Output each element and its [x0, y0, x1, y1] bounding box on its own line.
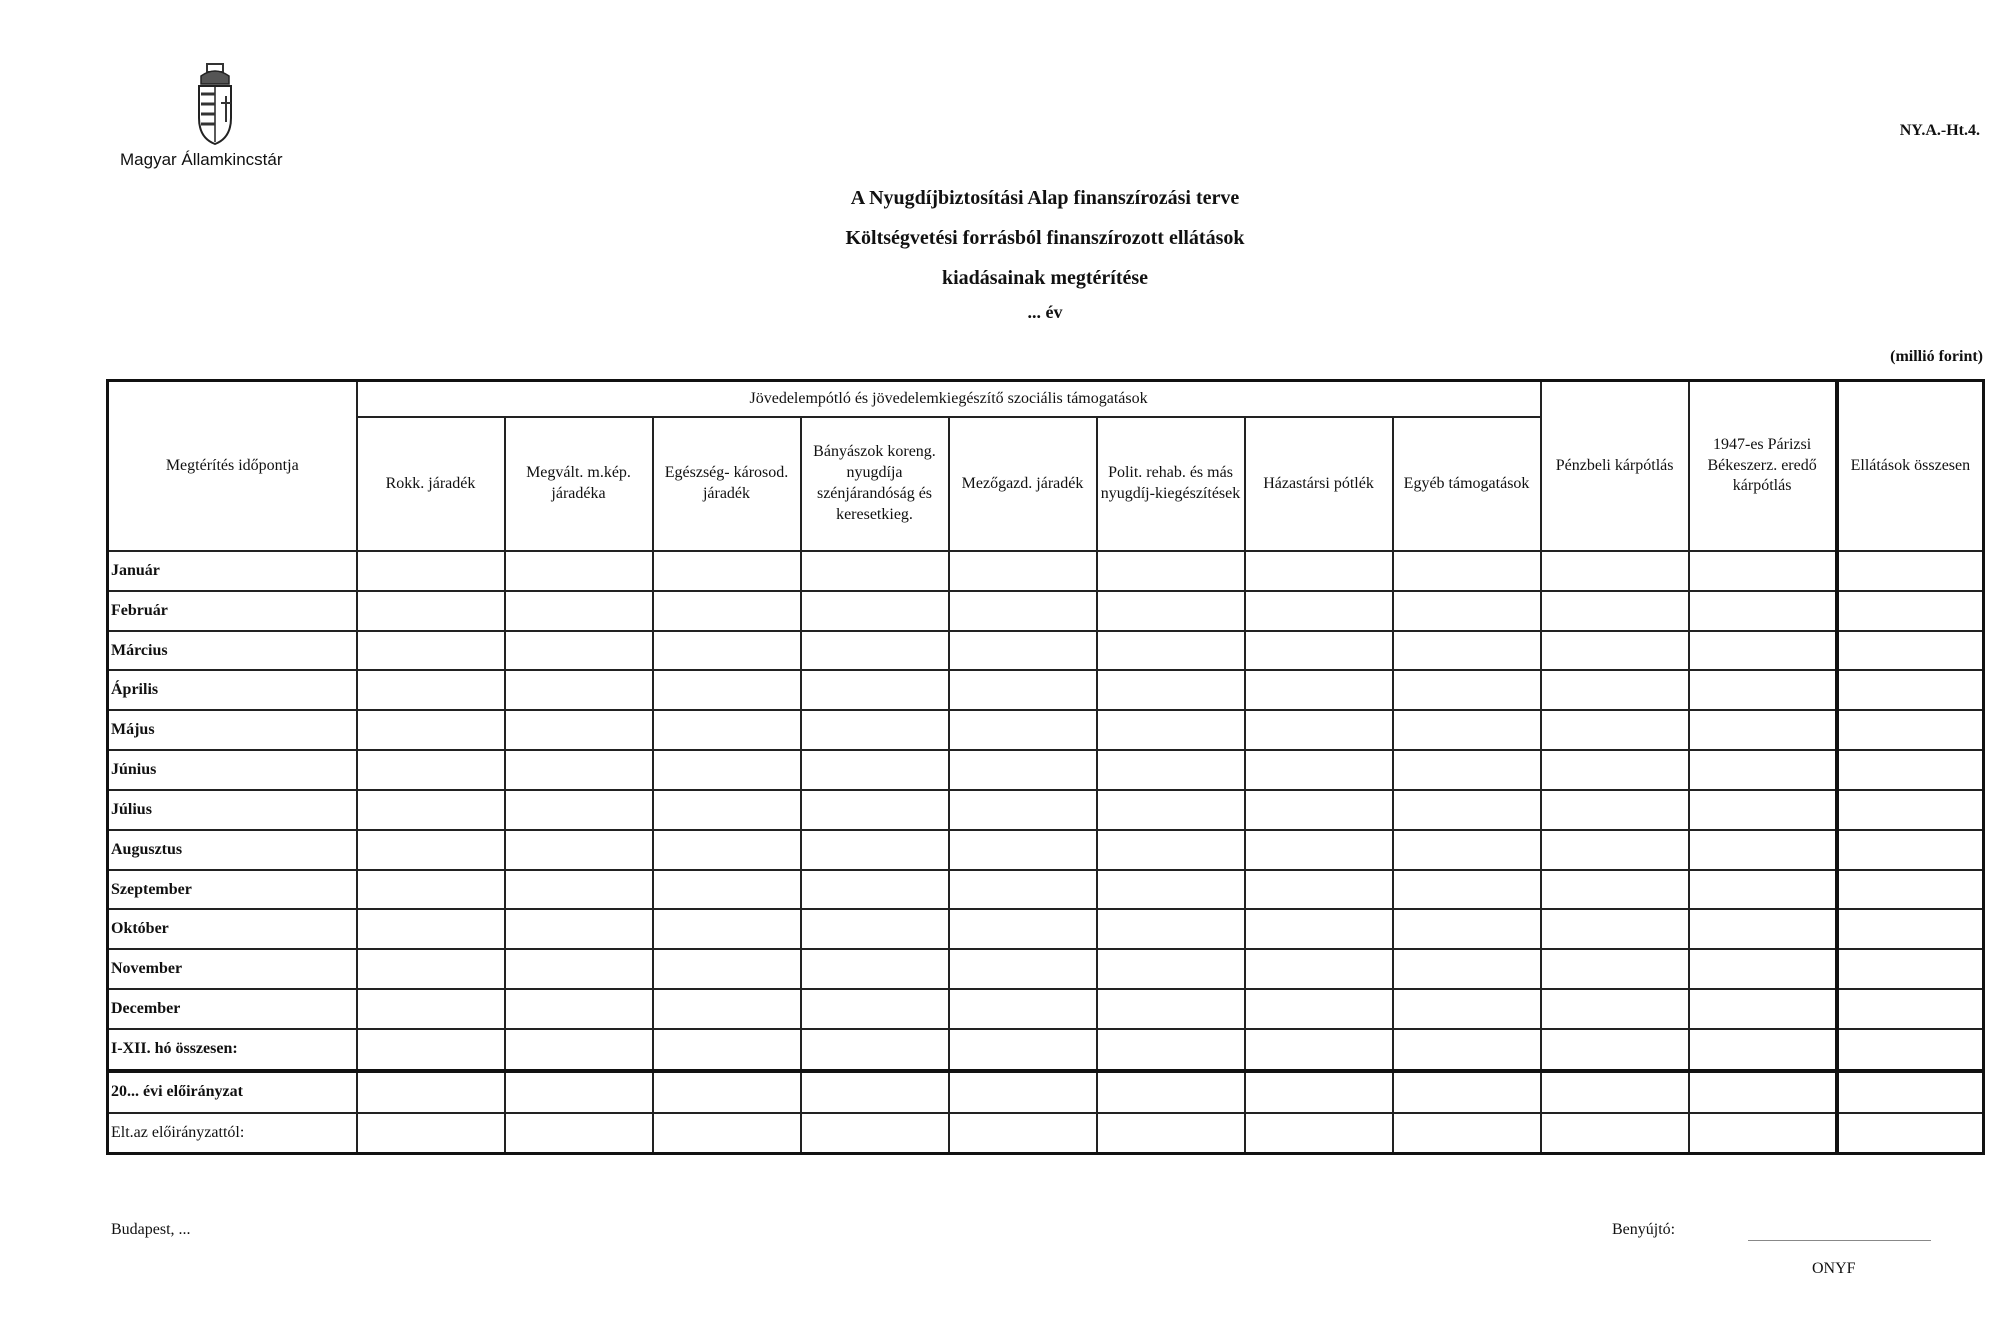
row-label: Október: [108, 909, 357, 949]
value-cell[interactable]: [357, 1029, 505, 1071]
value-cell[interactable]: [1689, 949, 1837, 989]
value-cell[interactable]: [1837, 631, 1984, 671]
value-cell[interactable]: [653, 670, 801, 710]
value-cell[interactable]: [505, 1113, 653, 1154]
value-cell[interactable]: [1245, 830, 1393, 870]
value-cell[interactable]: [1393, 1071, 1541, 1113]
value-cell[interactable]: [357, 830, 505, 870]
column-header-banyasz: Bányászok koreng. nyugdíja szénjárandóság és keresetkieg.: [801, 417, 949, 551]
title-line-1: A Nyugdíjbiztosítási Alap finanszírozási terve: [850, 187, 1240, 209]
value-cell[interactable]: [1097, 989, 1245, 1029]
value-cell[interactable]: [357, 710, 505, 750]
value-cell[interactable]: [653, 909, 801, 949]
value-cell[interactable]: [1245, 1029, 1393, 1071]
column-header-polit: Polit. rehab. és más nyugdíj-kiegészítések: [1097, 417, 1245, 551]
row-label: Elt.az előirányzattól:: [108, 1113, 357, 1154]
value-cell[interactable]: [1245, 1113, 1393, 1154]
value-cell[interactable]: [653, 949, 801, 989]
value-cell[interactable]: [1097, 1071, 1245, 1113]
row-label: Március: [108, 631, 357, 671]
value-cell[interactable]: [505, 790, 653, 830]
value-cell[interactable]: [949, 710, 1097, 750]
value-cell[interactable]: [1245, 551, 1393, 591]
submitter-label: Benyújtó:: [1612, 1221, 1676, 1238]
value-cell[interactable]: [1393, 1029, 1541, 1071]
value-cell[interactable]: [357, 631, 505, 671]
value-cell[interactable]: [1097, 750, 1245, 790]
value-cell[interactable]: [1837, 670, 1984, 710]
value-cell[interactable]: [1097, 1113, 1245, 1154]
table-row: [108, 750, 1984, 790]
value-cell[interactable]: [801, 631, 949, 671]
value-cell[interactable]: [357, 1071, 505, 1113]
value-cell[interactable]: [801, 591, 949, 631]
value-cell[interactable]: [801, 670, 949, 710]
table-row: [108, 790, 1984, 830]
value-cell[interactable]: [801, 790, 949, 830]
value-cell[interactable]: [801, 949, 949, 989]
value-cell[interactable]: [1097, 710, 1245, 750]
value-cell[interactable]: [1393, 670, 1541, 710]
value-cell[interactable]: [801, 750, 949, 790]
row-label: 20... évi előirányzat: [108, 1071, 357, 1113]
table-row: [108, 631, 1984, 671]
value-cell[interactable]: [1837, 1113, 1984, 1154]
value-cell[interactable]: [653, 750, 801, 790]
value-cell[interactable]: [357, 670, 505, 710]
value-cell[interactable]: [505, 909, 653, 949]
value-cell[interactable]: [949, 1071, 1097, 1113]
financing-table: [106, 379, 1985, 1155]
value-cell[interactable]: [1541, 670, 1689, 710]
value-cell[interactable]: [1837, 830, 1984, 870]
value-cell[interactable]: [1097, 631, 1245, 671]
value-cell[interactable]: [1245, 750, 1393, 790]
value-cell[interactable]: [1541, 989, 1689, 1029]
value-cell[interactable]: [1097, 870, 1245, 910]
value-cell[interactable]: [1689, 830, 1837, 870]
value-cell[interactable]: [1837, 790, 1984, 830]
value-cell[interactable]: [1097, 909, 1245, 949]
value-cell[interactable]: [1393, 591, 1541, 631]
value-cell[interactable]: [357, 909, 505, 949]
table-row: [108, 710, 1984, 750]
value-cell[interactable]: [1393, 631, 1541, 671]
value-cell[interactable]: [1837, 710, 1984, 750]
value-cell[interactable]: [357, 551, 505, 591]
column-header-megvalt: Megvált. m.kép. járadéka: [505, 417, 653, 551]
value-cell[interactable]: [1097, 1029, 1245, 1071]
value-cell[interactable]: [1837, 870, 1984, 910]
title-line-2: Költségvetési forrásból finanszírozott ellátások: [845, 227, 1245, 249]
value-cell[interactable]: [1837, 750, 1984, 790]
value-cell[interactable]: [1837, 591, 1984, 631]
value-cell[interactable]: [357, 870, 505, 910]
value-cell[interactable]: [505, 830, 653, 870]
value-cell[interactable]: [1689, 1029, 1837, 1071]
value-cell[interactable]: [1393, 989, 1541, 1029]
value-cell[interactable]: [1689, 790, 1837, 830]
value-cell[interactable]: [653, 631, 801, 671]
value-cell[interactable]: [949, 989, 1097, 1029]
row-label: I-XII. hó összesen:: [108, 1029, 357, 1071]
value-cell[interactable]: [1541, 750, 1689, 790]
value-cell[interactable]: [1541, 591, 1689, 631]
place-date: Budapest, ...: [111, 1221, 191, 1238]
value-cell[interactable]: [949, 1113, 1097, 1154]
value-cell[interactable]: [801, 830, 949, 870]
value-cell[interactable]: [653, 1029, 801, 1071]
signature-line: [1748, 1240, 1931, 1241]
value-cell[interactable]: [1097, 830, 1245, 870]
row-label: Szeptember: [108, 870, 357, 910]
value-cell[interactable]: [801, 710, 949, 750]
value-cell[interactable]: [801, 1029, 949, 1071]
value-cell[interactable]: [1689, 1071, 1837, 1113]
value-cell[interactable]: [1393, 790, 1541, 830]
value-cell[interactable]: [1837, 551, 1984, 591]
value-cell[interactable]: [505, 591, 653, 631]
row-header-label: Megtérítés időpontja: [108, 381, 357, 552]
value-cell[interactable]: [653, 1071, 801, 1113]
value-cell[interactable]: [505, 631, 653, 671]
value-cell[interactable]: [1541, 790, 1689, 830]
value-cell[interactable]: [1393, 551, 1541, 591]
value-cell[interactable]: [357, 949, 505, 989]
value-cell[interactable]: [801, 989, 949, 1029]
value-cell[interactable]: [1097, 670, 1245, 710]
table-row: [108, 830, 1984, 870]
value-cell[interactable]: [801, 551, 949, 591]
table-body: [108, 551, 1984, 1154]
row-label: Április: [108, 670, 357, 710]
value-cell[interactable]: [1245, 670, 1393, 710]
value-cell[interactable]: [505, 949, 653, 989]
value-cell[interactable]: [949, 551, 1097, 591]
value-cell[interactable]: [505, 989, 653, 1029]
value-cell[interactable]: [653, 591, 801, 631]
value-cell[interactable]: [505, 710, 653, 750]
value-cell[interactable]: [949, 670, 1097, 710]
value-cell[interactable]: [1689, 710, 1837, 750]
table-row: [108, 989, 1984, 1029]
value-cell[interactable]: [949, 870, 1097, 910]
column-header-hazastarsi: Házastársi pótlék: [1245, 417, 1393, 551]
row-label: Február: [108, 591, 357, 631]
submitter-org: ONYF: [1812, 1260, 1856, 1277]
table-row: [108, 1029, 1984, 1071]
value-cell[interactable]: [1245, 909, 1393, 949]
table-row: [108, 870, 1984, 910]
value-cell[interactable]: [1689, 670, 1837, 710]
value-cell[interactable]: [1393, 750, 1541, 790]
value-cell[interactable]: [949, 909, 1097, 949]
value-cell[interactable]: [1837, 909, 1984, 949]
value-cell[interactable]: [505, 1071, 653, 1113]
title-year: ... év: [1027, 302, 1063, 322]
value-cell[interactable]: [1245, 870, 1393, 910]
organization-name: Magyar Államkincstár: [120, 150, 283, 169]
value-cell[interactable]: [1689, 551, 1837, 591]
value-cell[interactable]: [1541, 551, 1689, 591]
value-cell[interactable]: [949, 1029, 1097, 1071]
value-cell[interactable]: [1837, 1071, 1984, 1113]
value-cell[interactable]: [505, 870, 653, 910]
value-cell[interactable]: [1541, 1029, 1689, 1071]
value-cell[interactable]: [505, 750, 653, 790]
value-cell[interactable]: [801, 1071, 949, 1113]
column-header-mezogazd: Mezőgazd. járadék: [949, 417, 1097, 551]
value-cell[interactable]: [1245, 790, 1393, 830]
value-cell[interactable]: [801, 909, 949, 949]
unit-label: (millió forint): [1890, 348, 1983, 365]
value-cell[interactable]: [1837, 989, 1984, 1029]
value-cell[interactable]: [1097, 591, 1245, 631]
value-cell[interactable]: [1245, 1071, 1393, 1113]
value-cell[interactable]: [1541, 909, 1689, 949]
value-cell[interactable]: [949, 591, 1097, 631]
table-row: [108, 591, 1984, 631]
column-header-paris-treaty: 1947-es Párizsi Békeszerz. eredő kárpótlás: [1689, 381, 1837, 552]
row-label: Augusztus: [108, 830, 357, 870]
value-cell[interactable]: [1837, 1029, 1984, 1071]
value-cell[interactable]: [357, 750, 505, 790]
value-cell[interactable]: [505, 1029, 653, 1071]
form-code: NY.A.-Ht.4.: [1899, 122, 1980, 139]
column-header-cash-compensation: Pénzbeli kárpótlás: [1541, 381, 1689, 552]
table-row: [108, 1113, 1984, 1154]
column-header-egeszseg: Egészség- károsod. járadék: [653, 417, 801, 551]
value-cell[interactable]: [1393, 830, 1541, 870]
value-cell[interactable]: [1245, 710, 1393, 750]
value-cell[interactable]: [1689, 870, 1837, 910]
row-label: Január: [108, 551, 357, 591]
value-cell[interactable]: [949, 750, 1097, 790]
value-cell[interactable]: [1689, 1113, 1837, 1154]
value-cell[interactable]: [1393, 710, 1541, 750]
table-row: [108, 949, 1984, 989]
value-cell[interactable]: [801, 1113, 949, 1154]
row-label: Május: [108, 710, 357, 750]
column-header-egyeb: Egyéb támogatások: [1393, 417, 1541, 551]
value-cell[interactable]: [1689, 591, 1837, 631]
value-cell[interactable]: [653, 830, 801, 870]
value-cell[interactable]: [1541, 631, 1689, 671]
value-cell[interactable]: [1097, 949, 1245, 989]
value-cell[interactable]: [1689, 909, 1837, 949]
value-cell[interactable]: [1393, 1113, 1541, 1154]
row-label: December: [108, 989, 357, 1029]
table-row: [108, 909, 1984, 949]
logo: [120, 62, 320, 182]
title-line-3: kiadásainak megtérítése: [941, 267, 1149, 289]
row-label: November: [108, 949, 357, 989]
row-label: Június: [108, 750, 357, 790]
value-cell[interactable]: [1245, 989, 1393, 1029]
value-cell[interactable]: [357, 591, 505, 631]
value-cell[interactable]: [357, 1113, 505, 1154]
value-cell[interactable]: [653, 790, 801, 830]
table-row: [108, 670, 1984, 710]
value-cell[interactable]: [1393, 949, 1541, 989]
value-cell[interactable]: [1245, 949, 1393, 989]
value-cell[interactable]: [653, 1113, 801, 1154]
value-cell[interactable]: [1541, 830, 1689, 870]
column-header-total: Ellátások összesen: [1837, 381, 1984, 552]
value-cell[interactable]: [1097, 551, 1245, 591]
value-cell[interactable]: [653, 551, 801, 591]
value-cell[interactable]: [949, 830, 1097, 870]
value-cell[interactable]: [1689, 631, 1837, 671]
row-label: Július: [108, 790, 357, 830]
value-cell[interactable]: [1837, 949, 1984, 989]
value-cell[interactable]: [1689, 750, 1837, 790]
value-cell[interactable]: [357, 989, 505, 1029]
value-cell[interactable]: [949, 631, 1097, 671]
value-cell[interactable]: [1245, 591, 1393, 631]
value-cell[interactable]: [1541, 1071, 1689, 1113]
group-header: Jövedelempótló és jövedelemkiegészítő szociális támogatások: [357, 381, 1541, 418]
value-cell[interactable]: [1541, 1113, 1689, 1154]
value-cell[interactable]: [1097, 790, 1245, 830]
value-cell[interactable]: [1245, 631, 1393, 671]
value-cell[interactable]: [653, 710, 801, 750]
value-cell[interactable]: [801, 870, 949, 910]
value-cell[interactable]: [949, 790, 1097, 830]
column-header-rokk: Rokk. járadék: [357, 417, 505, 551]
value-cell[interactable]: [1541, 949, 1689, 989]
value-cell[interactable]: [653, 989, 801, 1029]
value-cell[interactable]: [505, 670, 653, 710]
value-cell[interactable]: [653, 870, 801, 910]
coat-of-arms-icon: [193, 62, 237, 146]
value-cell[interactable]: [1689, 989, 1837, 1029]
table-row: [108, 1071, 1984, 1113]
value-cell[interactable]: [1541, 710, 1689, 750]
value-cell[interactable]: [1393, 909, 1541, 949]
value-cell[interactable]: [1393, 870, 1541, 910]
value-cell[interactable]: [505, 551, 653, 591]
table-row: [108, 551, 1984, 591]
value-cell[interactable]: [357, 790, 505, 830]
value-cell[interactable]: [1541, 870, 1689, 910]
value-cell[interactable]: [949, 949, 1097, 989]
